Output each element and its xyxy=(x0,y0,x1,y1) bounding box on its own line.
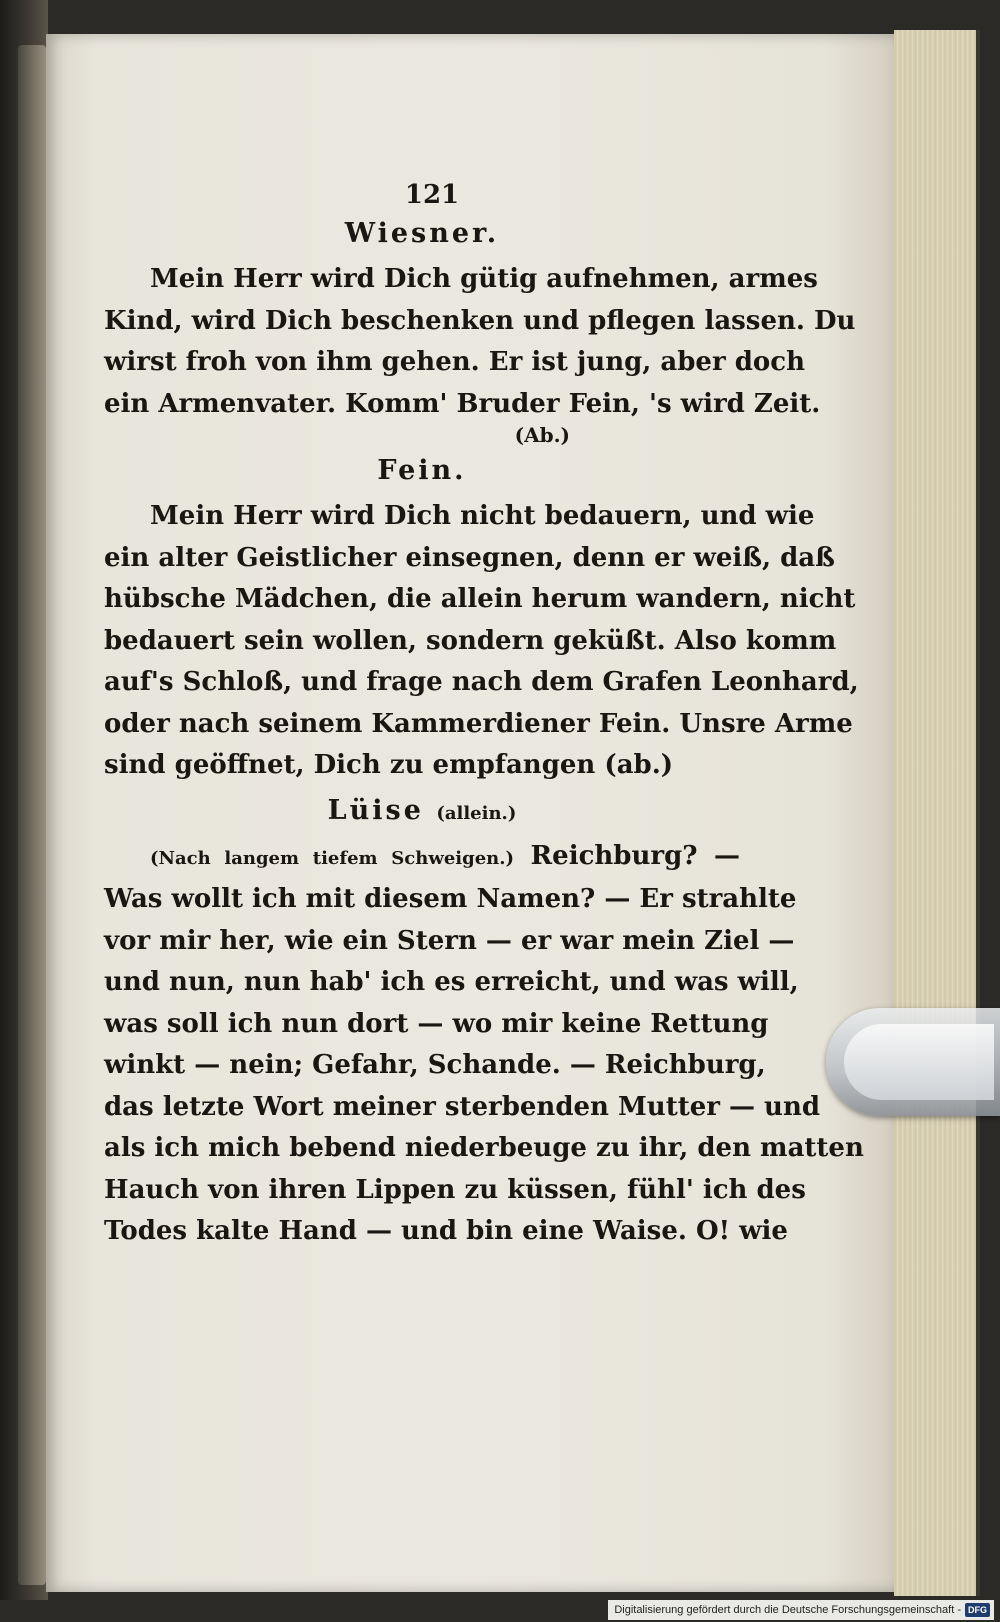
page-holder-clip xyxy=(826,1008,1000,1116)
stage-direction: (Nach langem tiefem Schweigen.) xyxy=(150,847,515,869)
speaker-name: Lüise xyxy=(327,794,424,826)
text-line: als ich mich bebend niederbeuge zu ihr, den matten xyxy=(104,1133,864,1163)
text-line: Mein Herr wird Dich gütig aufnehmen, armes xyxy=(150,264,818,294)
page-stack-edge xyxy=(894,30,980,1596)
text-line: vor mir her, wie ein Stern — er war mein Ziel — xyxy=(104,925,795,956)
speaker-luise xyxy=(104,795,740,826)
text-line: Was wollt ich mit diesem Namen? — Er strahlte xyxy=(104,884,797,914)
text-line: sind geöffnet, Dich zu empfangen (ab.) xyxy=(104,750,674,780)
speaker-wiesner: Wiesner. xyxy=(344,218,500,249)
text-fragment: Reichburg? — xyxy=(530,840,740,871)
text-line: Kind, wird Dich beschenken und pflegen lassen. Du xyxy=(104,305,856,336)
text-line: Todes kalte Hand — und bin eine Waise. O! wie xyxy=(104,1216,788,1246)
page-text xyxy=(104,180,864,1253)
speaker-fein: Fein. xyxy=(377,455,467,486)
text-line: wirst froh von ihm gehen. Er ist jung, aber doch xyxy=(104,347,805,377)
text-line: Mein Herr wird Dich nicht bedauern, und wie xyxy=(150,501,815,531)
text-line: bedauert sein wollen, sondern geküßt. Also komm xyxy=(104,625,837,656)
text-line: was soll ich nun dort — wo mir keine Rettung xyxy=(104,1008,769,1039)
book-spine-edge xyxy=(18,45,46,1585)
footer-text: Digitalisierung gefördert durch die Deutsche Forschungsgemeinschaft - xyxy=(614,1604,961,1616)
text-line: das letzte Wort meiner sterbenden Mutter — und xyxy=(104,1091,821,1122)
page-number: 121 xyxy=(404,180,460,210)
paragraph-wiesner xyxy=(104,259,856,425)
stage-exit: (Ab.) xyxy=(514,423,570,447)
text-line: oder nach seinem Kammerdiener Fein. Unsre Arme xyxy=(104,708,853,739)
text-line: und nun, nun hab' ich es erreicht, und was will, xyxy=(104,967,799,997)
text-line: ein alter Geistlicher einsegnen, denn er weiß, daß xyxy=(104,542,835,573)
clip-highlight xyxy=(844,1024,994,1100)
text-line: hübsche Mädchen, die allein herum wandern, nicht xyxy=(104,584,856,614)
text-line: auf's Schloß, und frage nach dem Grafen Leonhard, xyxy=(104,667,859,697)
text-line: winkt — nein; Gefahr, Schande. — Reichburg, xyxy=(104,1050,766,1080)
digitization-footer xyxy=(608,1600,994,1620)
dfg-logo-icon: DFG xyxy=(965,1603,990,1617)
text-line-first xyxy=(104,836,740,880)
speaker-note: (allein.) xyxy=(436,802,517,824)
text-line: ein Armenvater. Komm' Bruder Fein, 's wird Zeit. xyxy=(104,388,821,419)
text-line: Hauch von ihren Lippen zu küssen, fühl' ich des xyxy=(104,1174,806,1205)
paragraph-fein xyxy=(104,496,859,787)
paragraph-luise xyxy=(104,836,864,1253)
